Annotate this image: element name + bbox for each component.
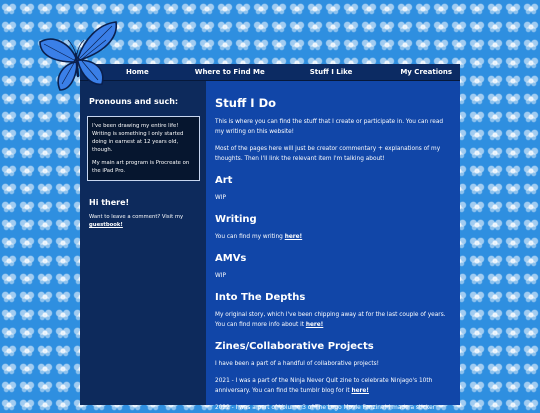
writing-link[interactable]: here! <box>284 234 303 240</box>
top-nav <box>80 64 460 81</box>
intro-paragraph: This is where you can find the stuff that I create or participate in. You can read my writing on this website! <box>215 119 444 135</box>
comment-text: Want to leave a comment? Visit my <box>89 214 184 220</box>
writing-paragraph <box>215 232 452 242</box>
nav-where-to-find-me[interactable]: Where to Find Me <box>194 68 265 76</box>
zine-2021-link[interactable]: here! <box>351 388 369 394</box>
writing-text: You can find my writing <box>215 234 285 240</box>
guestbook-link[interactable]: guestbook! <box>89 222 123 228</box>
depths-link[interactable]: here! <box>305 322 324 328</box>
sidebar <box>80 81 206 405</box>
info-box <box>87 116 200 181</box>
art-text: WIP <box>215 195 226 201</box>
info-paragraph-procreate: My main art program is Procreate on the iPad Pro. <box>92 160 190 174</box>
hello-heading: Hi there! <box>89 198 130 207</box>
nav-home[interactable]: Home <box>126 68 149 76</box>
butterfly-icon <box>36 20 120 96</box>
page-title: Stuff I Do <box>215 96 277 110</box>
info-paragraph-drawing: I've been drawing my entire life! Writing is something I only started doing in earnest at 12 years old, though. <box>92 123 184 153</box>
zine-2022-paragraph: 2022 - I was a part of Volume 3 of The Lego Movie Fanzine! I made a sticker <box>215 405 436 411</box>
amvs-heading: AMVs <box>215 253 247 264</box>
zine-2021-paragraph <box>215 376 452 396</box>
pronouns-heading: Pronouns and such: <box>89 97 179 106</box>
depths-heading: Into The Depths <box>215 292 306 303</box>
commentary-paragraph: Most of the pages here will just be creator commentary + explanations of my thoughts. Then I'll link the relevant item I'm talking about! <box>215 146 441 162</box>
nav-stuff-i-like[interactable]: Stuff I Like <box>309 68 353 76</box>
main-content <box>206 81 460 411</box>
depths-text: My original story, which I've been chipping away at for the last couple of years. You can find more info about it <box>215 312 446 328</box>
amvs-text: WIP <box>215 273 226 279</box>
zines-heading: Zines/Collaborative Projects <box>215 341 374 352</box>
nav-my-creations[interactable]: My Creations <box>400 68 453 76</box>
zines-intro: I have been a part of a handful of collaborative projects! <box>215 361 379 367</box>
page-container <box>80 64 460 411</box>
writing-heading: Writing <box>215 214 257 225</box>
comment-note <box>89 213 202 229</box>
zine-2021-text: 2021 - I was a part of the Ninja Never Quit zine to celebrate Ninjago's 10th anniversary. You can find the tumblr blog for it <box>215 378 433 394</box>
art-heading: Art <box>215 175 233 186</box>
depths-paragraph <box>215 310 452 330</box>
